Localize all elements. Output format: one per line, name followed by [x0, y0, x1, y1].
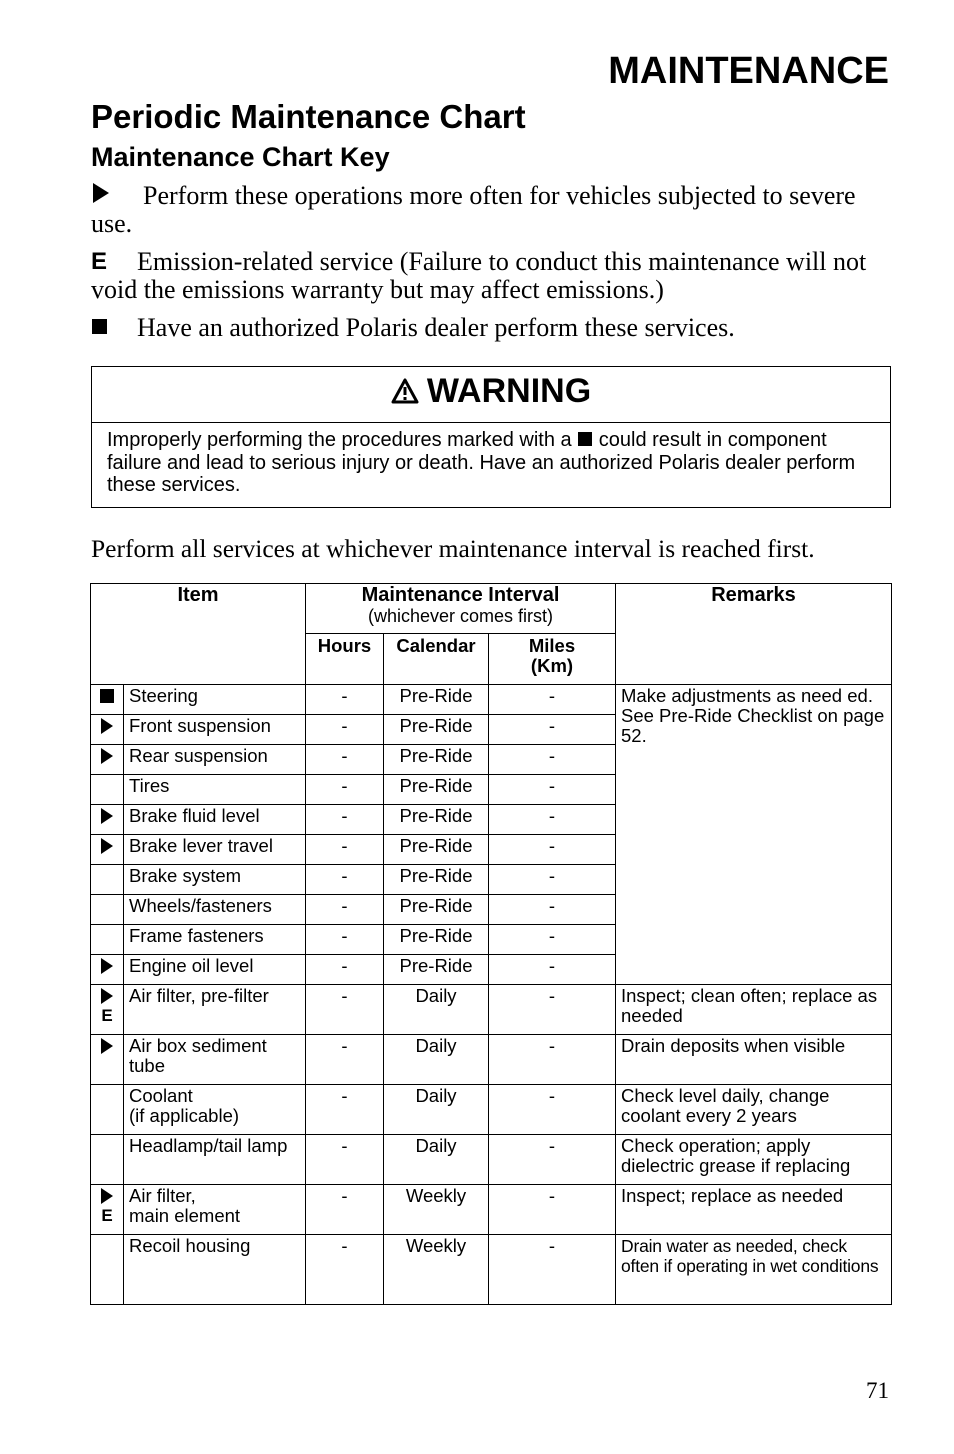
hours-cell: -: [306, 1235, 384, 1305]
remarks-cell: Check operation; apply dielectric grease if replacing: [616, 1135, 892, 1185]
calendar-cell: Pre-Ride: [384, 955, 489, 985]
hours-cell: -: [306, 745, 384, 775]
calendar-cell: Daily: [384, 1135, 489, 1185]
symbol-cell: [91, 1185, 124, 1235]
symbol-cell: [91, 775, 124, 805]
miles-cell: -: [489, 745, 616, 775]
symbol-cell: [91, 895, 124, 925]
calendar-cell: Pre-Ride: [384, 865, 489, 895]
miles-cell: -: [489, 985, 616, 1035]
hours-cell: -: [306, 1135, 384, 1185]
calendar-cell: Pre-Ride: [384, 895, 489, 925]
remarks-cell: Drain deposits when visible: [616, 1035, 892, 1085]
header-miles: Miles (Km): [489, 634, 616, 685]
symbol-cell: [91, 985, 124, 1035]
triangle-icon: [100, 718, 114, 734]
hours-cell: -: [306, 865, 384, 895]
miles-cell: -: [489, 1185, 616, 1235]
triangle-icon: [100, 988, 114, 1004]
triangle-icon: [100, 958, 114, 974]
hours-cell: -: [306, 1185, 384, 1235]
symbol-cell: [91, 925, 124, 955]
key-text: Perform these operations more often for vehicles subjected to severe use.: [91, 181, 856, 238]
triangle-icon: [91, 182, 143, 210]
warning-title: WARNING: [426, 372, 592, 410]
triangle-icon: [100, 1038, 114, 1054]
hours-cell: -: [306, 715, 384, 745]
emission-symbol: E: [91, 248, 108, 275]
item-cell: Frame fasteners: [124, 925, 306, 955]
miles-cell: -: [489, 865, 616, 895]
miles-cell: -: [489, 1035, 616, 1085]
calendar-cell: Pre-Ride: [384, 775, 489, 805]
remarks-cell: Make adjustments as need ed. See Pre-Ride Checklist on page 52.: [616, 685, 892, 985]
emission-symbol: E: [101, 1006, 113, 1025]
calendar-cell: Pre-Ride: [384, 745, 489, 775]
item-cell: Tires: [124, 775, 306, 805]
item-cell: Air filter, main element: [124, 1185, 306, 1235]
remarks-cell: Inspect; clean often; replace as needed: [616, 985, 892, 1035]
table-row: [91, 1135, 892, 1185]
calendar-cell: Daily: [384, 1035, 489, 1085]
miles-cell: -: [489, 715, 616, 745]
item-cell: Brake system: [124, 865, 306, 895]
triangle-icon: [100, 808, 114, 824]
symbol-cell: [91, 835, 124, 865]
page-heading: Periodic Maintenance Chart: [91, 98, 526, 135]
key-item-dealer: [91, 314, 891, 342]
miles-cell: -: [489, 805, 616, 835]
miles-cell: -: [489, 895, 616, 925]
hours-cell: -: [306, 925, 384, 955]
symbol-cell: [91, 715, 124, 745]
remarks-cell: Inspect; replace as needed: [616, 1185, 892, 1235]
warning-header: [92, 367, 890, 423]
item-cell: Air filter, pre-filter: [124, 985, 306, 1035]
miles-cell: -: [489, 955, 616, 985]
key-item-emission: [91, 248, 891, 304]
header-hours: Hours: [306, 634, 384, 685]
triangle-icon: [100, 838, 114, 854]
warning-box: [91, 366, 891, 508]
hours-cell: -: [306, 685, 384, 715]
symbol-cell: [91, 1035, 124, 1085]
miles-cell: -: [489, 685, 616, 715]
triangle-icon: [100, 748, 114, 764]
miles-cell: -: [489, 1085, 616, 1135]
calendar-cell: Daily: [384, 1085, 489, 1135]
calendar-cell: Weekly: [384, 1235, 489, 1305]
calendar-cell: Pre-Ride: [384, 685, 489, 715]
hours-cell: -: [306, 985, 384, 1035]
symbol-cell: [91, 955, 124, 985]
item-cell: Front suspension: [124, 715, 306, 745]
calendar-cell: Pre-Ride: [384, 835, 489, 865]
emission-symbol: E: [101, 1206, 113, 1225]
item-cell: Rear suspension: [124, 745, 306, 775]
key-item-severe-use: [91, 182, 891, 238]
hours-cell: -: [306, 955, 384, 985]
miles-cell: -: [489, 835, 616, 865]
calendar-cell: Pre-Ride: [384, 805, 489, 835]
square-icon: [91, 314, 137, 342]
header-interval: Maintenance Interval (whichever comes first): [306, 584, 616, 634]
item-cell: Air box sediment tube: [124, 1035, 306, 1085]
miles-cell: -: [489, 775, 616, 805]
hours-cell: -: [306, 1035, 384, 1085]
calendar-cell: Weekly: [384, 1185, 489, 1235]
remarks-cell: Drain water as needed, check often if operating in wet conditions: [616, 1235, 892, 1305]
item-cell: Recoil housing: [124, 1235, 306, 1305]
miles-cell: -: [489, 1235, 616, 1305]
symbol-cell: [91, 805, 124, 835]
item-cell: Headlamp/tail lamp: [124, 1135, 306, 1185]
symbol-cell: [91, 1135, 124, 1185]
table-row: [91, 1185, 892, 1235]
item-cell: Steering: [124, 685, 306, 715]
hours-cell: -: [306, 1085, 384, 1135]
item-cell: Brake lever travel: [124, 835, 306, 865]
item-cell: Wheels/fasteners: [124, 895, 306, 925]
remarks-cell: Check level daily, change coolant every 2 years: [616, 1085, 892, 1135]
calendar-cell: Pre-Ride: [384, 715, 489, 745]
warning-icon: [391, 378, 419, 404]
symbol-cell: [91, 685, 124, 715]
sub-heading: Maintenance Chart Key: [91, 142, 390, 172]
warning-body: Improperly performing the procedures marked with a could result in component failure and lead to serious injury or death. Have an authorized Polaris dealer perform these services.: [107, 429, 856, 496]
miles-cell: -: [489, 925, 616, 955]
table-row: [91, 1035, 892, 1085]
item-cell: Brake fluid level: [124, 805, 306, 835]
symbol-cell: [91, 1085, 124, 1135]
key-text: Emission-related service (Failure to conduct this maintenance will not void the emissions warranty but may affect emissions.): [91, 247, 867, 304]
item-cell: Coolant (if applicable): [124, 1085, 306, 1135]
table-row: [91, 685, 892, 715]
page-number: 71: [866, 1378, 889, 1403]
maintenance-table: [90, 583, 892, 1305]
symbol-cell: [91, 745, 124, 775]
header-remarks: Remarks: [616, 584, 892, 685]
table-row: [91, 1085, 892, 1135]
item-cell: Engine oil level: [124, 955, 306, 985]
hours-cell: -: [306, 835, 384, 865]
triangle-icon: [100, 1188, 114, 1204]
hours-cell: -: [306, 805, 384, 835]
key-text: Have an authorized Polaris dealer perform these services.: [137, 313, 735, 342]
symbol-cell: [91, 865, 124, 895]
intro-text: Perform all services at whichever maintenance interval is reached first.: [91, 534, 815, 563]
table-row: [91, 1235, 892, 1305]
section-title: MAINTENANCE: [608, 50, 889, 92]
miles-cell: -: [489, 1135, 616, 1185]
hours-cell: -: [306, 775, 384, 805]
square-icon: [100, 689, 114, 703]
square-icon: [577, 431, 593, 447]
table-row: [91, 985, 892, 1035]
symbol-cell: [91, 1235, 124, 1305]
hours-cell: -: [306, 895, 384, 925]
calendar-cell: Pre-Ride: [384, 925, 489, 955]
calendar-cell: Daily: [384, 985, 489, 1035]
header-calendar: Calendar: [384, 634, 489, 685]
header-item: Item: [91, 584, 306, 685]
